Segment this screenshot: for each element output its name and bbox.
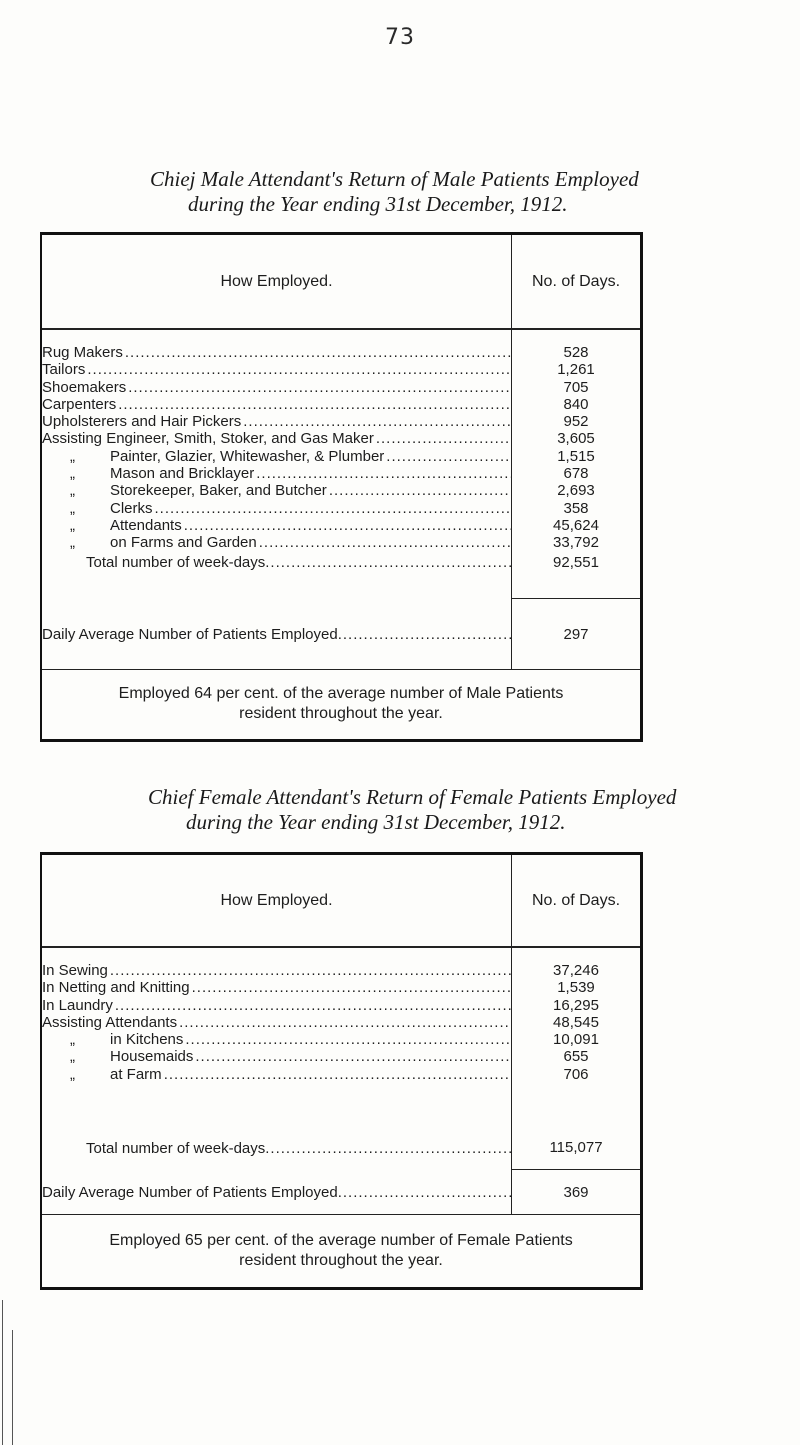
row-label: In Sewing bbox=[42, 962, 108, 979]
table-row bbox=[42, 1048, 511, 1065]
row-days-value: 37,246 bbox=[553, 962, 599, 979]
scan-margin-line bbox=[2, 1300, 3, 1445]
row-days-value: 45,624 bbox=[553, 516, 599, 534]
male-table-body bbox=[42, 330, 640, 552]
male-title-line2: during the Year ending 31st December, 1912. bbox=[188, 192, 568, 216]
table-row bbox=[42, 448, 511, 465]
female-col-employed: How Employed. bbox=[220, 891, 333, 909]
male-average-label-cell bbox=[42, 599, 511, 669]
table-row bbox=[42, 379, 511, 396]
ditto-mark: „ bbox=[70, 482, 75, 500]
female-row-values bbox=[511, 948, 640, 1126]
male-average-label: Daily Average Number of Patients Employed bbox=[42, 625, 338, 643]
table-row bbox=[42, 500, 511, 517]
row-days-value: 952 bbox=[563, 413, 589, 431]
male-table-header bbox=[42, 235, 640, 330]
row-label: Painter, Glazier, Whitewasher, & Plumber bbox=[110, 447, 385, 465]
table-row bbox=[42, 361, 511, 378]
male-note-line2: resident throughout the year. bbox=[239, 705, 443, 722]
male-table-title bbox=[150, 167, 710, 217]
row-days-value: 33,792 bbox=[553, 534, 599, 552]
ditto-mark: „ bbox=[70, 499, 75, 517]
female-table-title bbox=[148, 785, 708, 835]
row-days-value: 10,091 bbox=[553, 1031, 599, 1049]
row-days-value: 16,295 bbox=[553, 996, 599, 1014]
male-row-labels bbox=[42, 330, 511, 552]
table-row bbox=[42, 1031, 511, 1048]
female-note-line2: resident throughout the year. bbox=[239, 1252, 443, 1269]
female-total-label: Total number of week-days bbox=[86, 1139, 266, 1157]
row-label: in Kitchens bbox=[110, 1031, 184, 1049]
row-label: Carpenters bbox=[42, 395, 117, 413]
female-total-value: 115,077 bbox=[511, 1126, 640, 1170]
female-employment-table bbox=[40, 852, 643, 1290]
female-table-body bbox=[42, 948, 640, 1126]
ditto-mark: „ bbox=[70, 516, 75, 534]
row-days-value: 840 bbox=[563, 395, 589, 413]
row-days-value: 358 bbox=[563, 499, 589, 517]
male-employment-table bbox=[40, 232, 643, 742]
male-note-line1: Employed 64 per cent. of the average number of Male Patients bbox=[118, 685, 564, 702]
row-label: Mason and Bricklayer bbox=[110, 465, 255, 483]
male-title-line1: Chiej Male Attendant's Return of Male Patients Employed bbox=[150, 167, 639, 191]
female-col-days: No. of Days. bbox=[511, 855, 640, 946]
male-note bbox=[42, 669, 640, 724]
row-days-value: 678 bbox=[563, 465, 589, 483]
row-label: Storekeeper, Baker, and Butcher bbox=[110, 482, 327, 500]
row-label: Housemaids bbox=[110, 1048, 194, 1066]
table-row bbox=[42, 344, 511, 361]
table-row bbox=[42, 396, 511, 413]
male-average-row bbox=[42, 599, 640, 669]
row-label: In Netting and Knitting bbox=[42, 979, 190, 997]
male-total-label-cell bbox=[42, 526, 511, 599]
scan-margin-line-2 bbox=[12, 1330, 13, 1445]
female-total-row bbox=[42, 1126, 640, 1170]
row-label: Upholsterers and Hair Pickers bbox=[42, 413, 242, 431]
male-col-employed: How Employed. bbox=[220, 272, 333, 290]
row-days-value: 655 bbox=[563, 1048, 589, 1066]
female-title-line1: Chief Female Attendant's Return of Female Patients Employed bbox=[148, 785, 677, 809]
row-days-value: 48,545 bbox=[553, 1013, 599, 1031]
table-row bbox=[42, 1066, 511, 1083]
row-days-value: 705 bbox=[563, 378, 589, 396]
row-label: Attendants bbox=[110, 516, 182, 534]
female-average-row bbox=[42, 1170, 640, 1214]
table-row bbox=[42, 430, 511, 447]
row-days-value: 3,605 bbox=[557, 430, 595, 448]
table-row bbox=[42, 413, 511, 430]
row-days-value: 1,515 bbox=[557, 447, 595, 465]
male-col-days: No. of Days. bbox=[511, 235, 640, 328]
ditto-mark: „ bbox=[70, 447, 75, 465]
table-row bbox=[42, 962, 511, 979]
female-average-label: Daily Average Number of Patients Employed bbox=[42, 1183, 338, 1201]
row-label: In Laundry bbox=[42, 996, 113, 1014]
table-row bbox=[42, 1014, 511, 1031]
row-days-value: 706 bbox=[563, 1065, 589, 1083]
row-days-value: 2,693 bbox=[557, 482, 595, 500]
male-average-value: 297 bbox=[511, 599, 640, 669]
ditto-mark: „ bbox=[70, 1048, 75, 1066]
row-days-value: 528 bbox=[563, 344, 589, 361]
female-table-header bbox=[42, 855, 640, 948]
row-days-value: 1,539 bbox=[557, 979, 595, 997]
female-note bbox=[42, 1214, 640, 1271]
male-total-label: Total number of week-days bbox=[86, 554, 266, 571]
table-row bbox=[42, 465, 511, 482]
row-label: Assisting Attendants bbox=[42, 1013, 178, 1031]
row-label: Tailors bbox=[42, 361, 86, 379]
male-row-values bbox=[511, 330, 640, 552]
ditto-mark: „ bbox=[70, 1065, 75, 1083]
row-label: Assisting Engineer, Smith, Stoker, and Gas Maker bbox=[42, 430, 374, 448]
female-title-line2: during the Year ending 31st December, 1912. bbox=[186, 810, 566, 834]
ditto-mark: „ bbox=[70, 1031, 75, 1049]
female-average-value: 369 bbox=[511, 1170, 640, 1214]
row-label: Shoemakers bbox=[42, 378, 127, 396]
female-average-label-cell bbox=[42, 1170, 511, 1214]
row-label: Rug Makers bbox=[42, 344, 123, 361]
row-days-value: 1,261 bbox=[557, 361, 595, 379]
row-label: Clerks bbox=[110, 499, 153, 517]
female-note-line1: Employed 65 per cent. of the average number of Female Patients bbox=[109, 1232, 573, 1249]
row-label: on Farms and Garden bbox=[110, 534, 257, 552]
female-total-label-cell bbox=[42, 1126, 511, 1170]
page-number: 73 bbox=[385, 25, 415, 50]
ditto-mark: „ bbox=[70, 465, 75, 483]
table-row bbox=[42, 979, 511, 996]
female-row-labels bbox=[42, 948, 511, 1126]
ditto-mark: „ bbox=[70, 534, 75, 552]
table-row bbox=[42, 997, 511, 1014]
row-label: at Farm bbox=[110, 1065, 162, 1083]
table-row bbox=[42, 482, 511, 499]
male-total-row bbox=[42, 526, 640, 599]
male-total-value: 92,551 bbox=[511, 526, 640, 599]
